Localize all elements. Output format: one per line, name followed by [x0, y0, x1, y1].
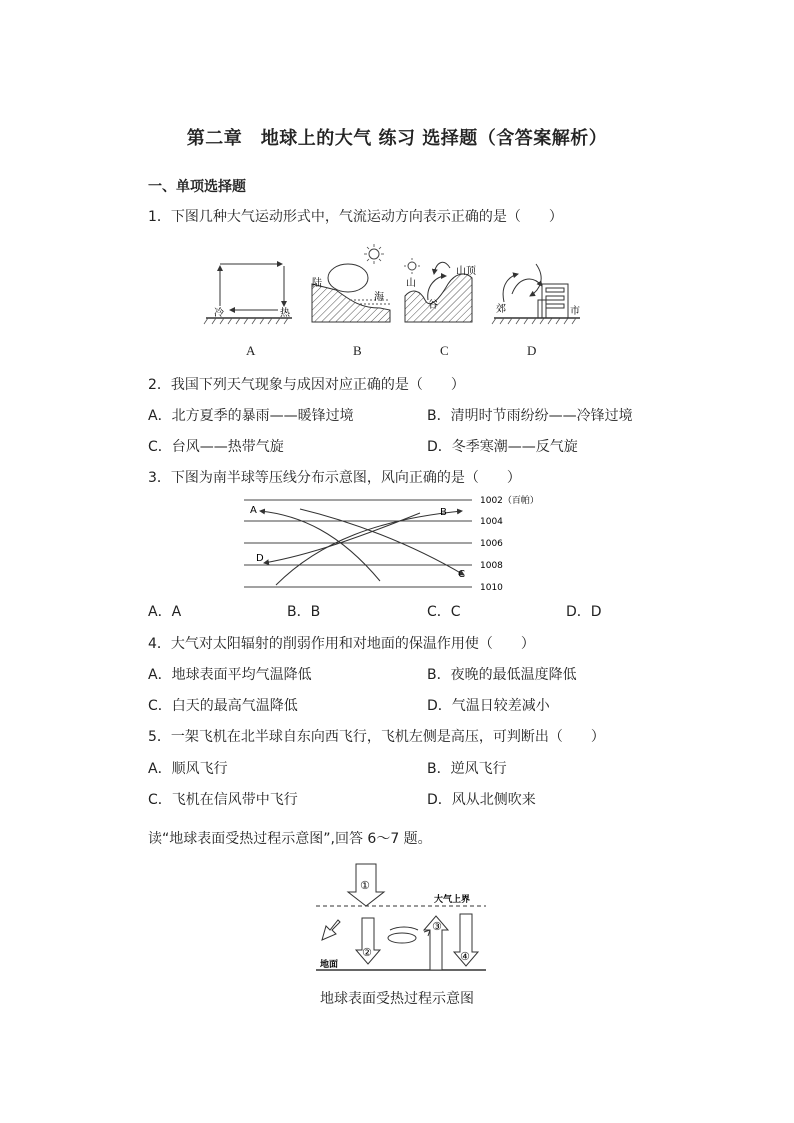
question-5-option-c: C．飞机在信风带中飞行 — [148, 792, 298, 808]
label-valley: 谷 — [428, 300, 438, 311]
figure-label-b: B — [353, 343, 362, 358]
marker-4: ④ — [460, 950, 470, 963]
question-2-option-d: D．冬季寒潮——反气旋 — [427, 439, 578, 455]
question-5-stem: 5．一架飞机在北半球自东向西飞行，飞机左侧是高压，可判断出（ ） — [148, 729, 605, 745]
heat-process-figure — [310, 860, 490, 980]
top-of-atmosphere-label: 大气上界 — [434, 895, 471, 905]
question-5-option-d: D．风从北侧吹来 — [427, 792, 536, 808]
cloud-top — [390, 927, 418, 930]
arrow-label-c: C — [458, 569, 465, 580]
question-2-option-a: A．北方夏季的暴雨——暖锋过境 — [148, 408, 354, 424]
marker-3: ③ — [432, 920, 442, 933]
question-4-option-a: A．地球表面平均气温降低 — [148, 667, 312, 683]
figure-b — [312, 244, 390, 322]
question-1-figures — [200, 238, 600, 330]
figure-c — [404, 258, 477, 322]
isobar-diagram — [240, 493, 560, 593]
cloud-shape — [388, 933, 416, 943]
arrow-label-a: A — [250, 505, 257, 516]
label-suburb: 郊 — [496, 304, 506, 315]
label-hot: 热 — [280, 308, 290, 319]
label-city: 市 — [570, 306, 580, 317]
arrow-label-d: D — [256, 553, 264, 564]
label-sea: 海 — [374, 292, 384, 303]
isobar-1008: 1008 — [480, 561, 503, 571]
question-5-option-b: B．逆风飞行 — [427, 761, 507, 777]
question-4-option-b: B．夜晚的最低温度降低 — [427, 667, 577, 683]
question-2-stem: 2．我国下列天气现象与成因对应正确的是（ ） — [148, 377, 465, 393]
page-title: 第二章 地球上的大气 练习 选择题（含答案解析） — [186, 128, 608, 149]
question-4-option-d: D．气温日较差减小 — [427, 698, 550, 714]
figure-caption: 地球表面受热过程示意图 — [320, 991, 474, 1007]
isobar-1006: 1006 — [480, 539, 503, 549]
question-4-stem: 4．大气对太阳辐射的削弱作用和对地面的保温作用使（ ） — [148, 636, 535, 652]
question-5-option-a: A．顺风飞行 — [148, 761, 228, 777]
figure-label-d: D — [527, 343, 537, 358]
question-4-option-c: C．白天的最高气温降低 — [148, 698, 298, 714]
reading-prompt: 读“地球表面受热过程示意图”,回答 6～7 题。 — [148, 831, 432, 847]
section-heading: 一、单项选择题 — [148, 179, 246, 195]
question-3-option-d: D．D — [566, 604, 602, 620]
marker-2: ② — [362, 946, 372, 959]
reflect-arrow — [322, 920, 340, 940]
isobar-1004: 1004 — [480, 517, 503, 527]
label-cold: 冷 — [214, 308, 224, 319]
figure-a — [204, 264, 292, 324]
question-1-stem: 1．下图几种大气运动形式中，气流运动方向表示正确的是（ ） — [148, 209, 563, 225]
label-peak: 山顶 — [456, 266, 476, 277]
question-3-option-a: A．A — [148, 604, 182, 620]
isobar-1010: 1010 — [480, 583, 503, 593]
question-2-option-c: C．台风——热带气旋 — [148, 439, 284, 455]
figure-label-a: A — [246, 343, 256, 358]
question-3-stem: 3．下图为南半球等压线分布示意图，风向正确的是（ ） — [148, 470, 521, 486]
label-mountain: 山 — [406, 278, 416, 289]
isobar-1002: 1002（百帕） — [480, 496, 539, 506]
marker-1: ① — [360, 879, 370, 892]
arrow-label-b: B — [440, 507, 447, 518]
question-3-option-c: C．C — [427, 604, 461, 620]
label-land: 陆 — [312, 278, 322, 289]
ground-label: 地面 — [320, 960, 339, 970]
figure-d — [492, 264, 580, 324]
question-3-option-b: B．B — [287, 604, 321, 620]
question-2-option-b: B．清明时节雨纷纷——冷锋过境 — [427, 408, 633, 424]
figure-label-c: C — [440, 343, 449, 358]
